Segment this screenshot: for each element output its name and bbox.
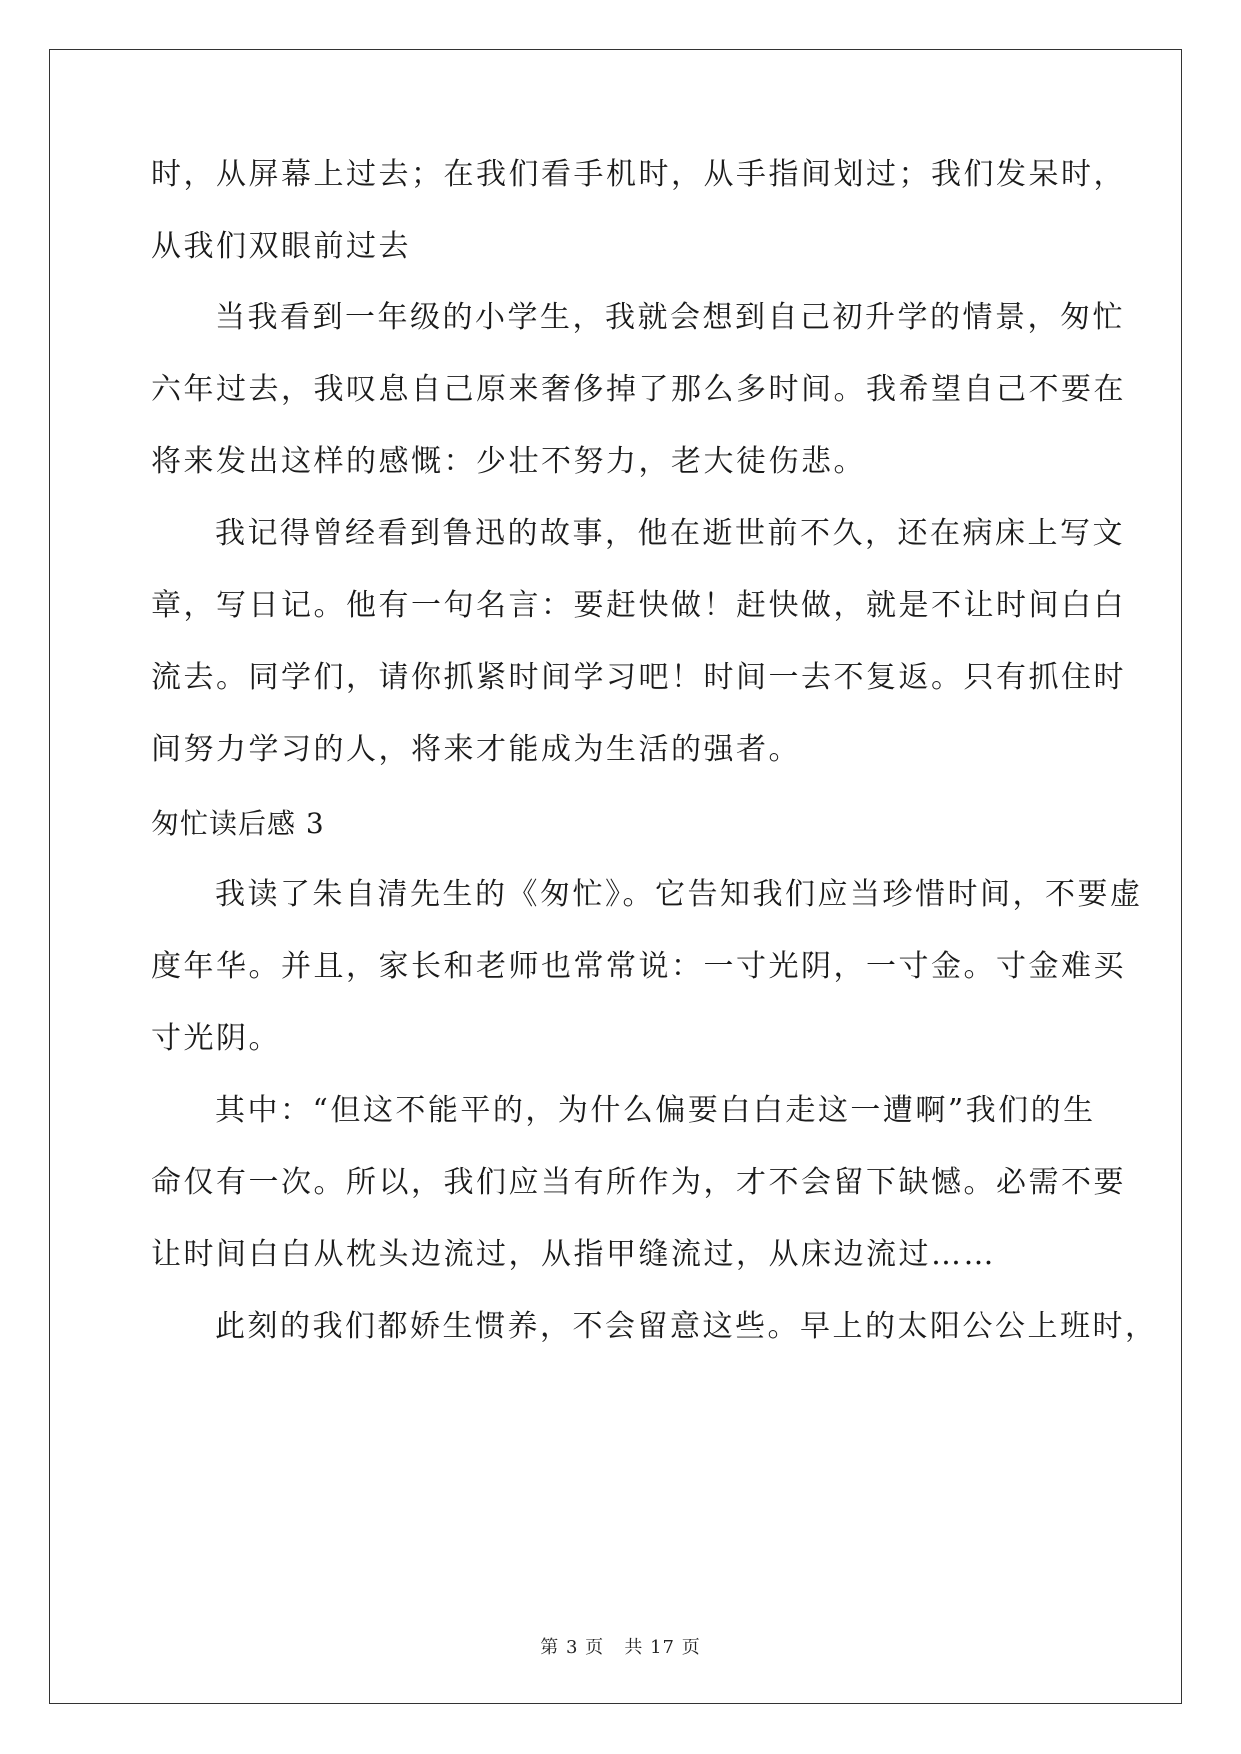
page-footer (0, 1633, 1241, 1659)
paragraph-5 (151, 1091, 1126, 1275)
paragraph-2 (151, 298, 1126, 482)
section-heading: 匆忙读后感 3 (151, 807, 325, 840)
text-line: 六年过去，我叹息自己原来奢侈掉了那么多时间。我希望自己不要在 (151, 372, 1126, 407)
text-line: 从我们双眼前过去 (151, 229, 411, 264)
text-line: 寸光阴。 (151, 1021, 281, 1056)
text-line: 当我看到一年级的小学生，我就会想到自己初升学的情景，匆忙 (215, 300, 1125, 335)
text-line: 命仅有一次。所以，我们应当有所作为，才不会留下缺憾。必需不要 (151, 1165, 1126, 1200)
text-line: 此刻的我们都娇生惯养，不会留意这些。早上的太阳公公上班时， (215, 1309, 1158, 1344)
page-number: 第 3 页 (540, 1637, 605, 1658)
paragraph-1 (151, 155, 1126, 267)
text-line: 我记得曾经看到鲁迅的故事，他在逝世前不久，还在病床上写文 (215, 516, 1125, 551)
text-line: 将来发出这样的感慨：少壮不努力，老大徒伤悲。 (151, 444, 866, 479)
text-line: 度年华。并且，家长和老师也常常说：一寸光阴，一寸金。寸金难买 (151, 949, 1126, 984)
paragraph-4 (151, 875, 1143, 1059)
text-line: 间努力学习的人，将来才能成为生活的强者。 (151, 732, 801, 767)
text-line: 其中：“但这不能平的，为什么偏要白白走这一遭啊”我们的生 (215, 1093, 1096, 1128)
text-line: 时，从屏幕上过去；在我们看手机时，从手指间划过；我们发呆时， (151, 157, 1126, 192)
paragraph-6 (151, 1307, 1158, 1347)
text-line: 流去。同学们，请你抓紧时间学习吧！时间一去不复返。只有抓住时 (151, 660, 1126, 695)
text-line: 让时间白白从枕头边流过，从指甲缝流过，从床边流过…… (151, 1237, 996, 1272)
text-line: 我读了朱自清先生的《匆忙》。它告知我们应当珍惜时间，不要虚 (215, 877, 1143, 912)
text-line: 章，写日记。他有一句名言：要赶快做！赶快做，就是不让时间白白 (151, 588, 1126, 623)
page-total: 共 17 页 (624, 1637, 701, 1658)
paragraph-3 (151, 514, 1126, 770)
